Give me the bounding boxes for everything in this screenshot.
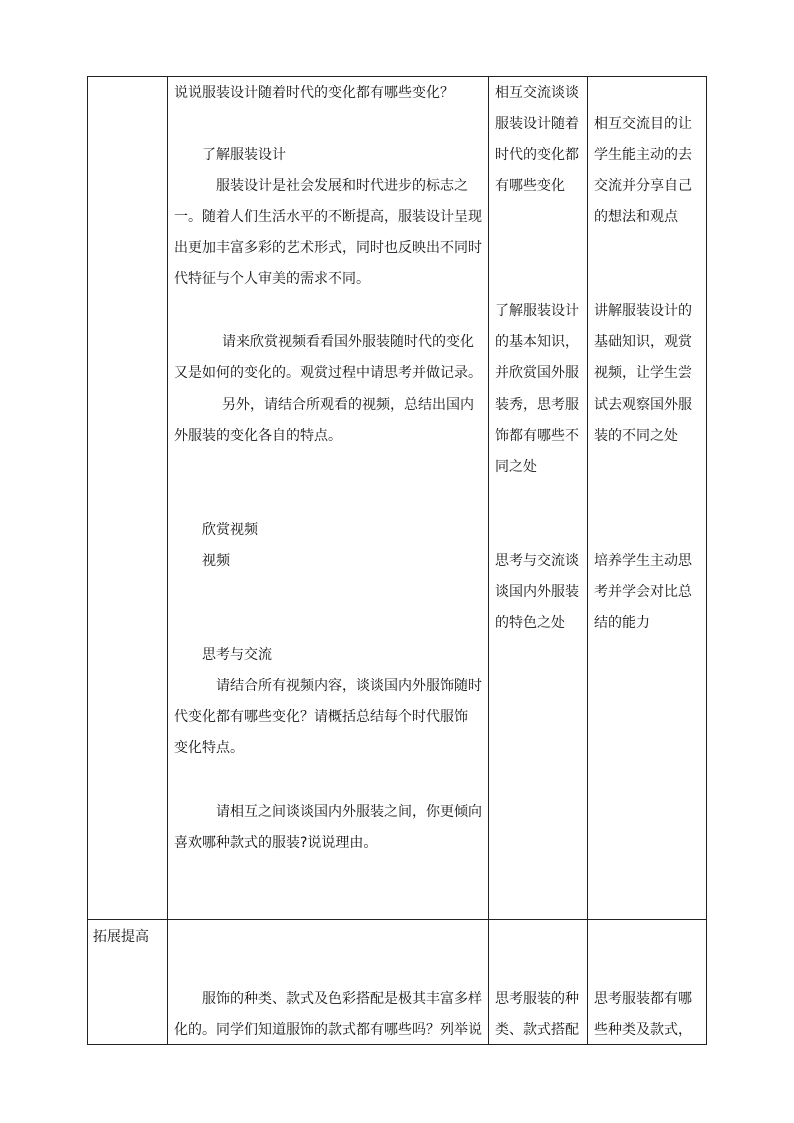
summary-paragraph-line: 另外，请结合所观看的视频，总结出国内	[222, 397, 474, 413]
design-intent-line: 视频，让学生尝	[594, 365, 692, 381]
design-intent-line: 试去观察国外服	[594, 397, 692, 413]
section-label-extension: 拓展提高	[93, 929, 149, 945]
label-watch-video: 欣赏视频	[202, 522, 258, 538]
student-activity-line: 思考与交流谈	[495, 553, 579, 569]
design-intent-line: 学生能主动的去	[594, 147, 692, 163]
prefer-paragraph-line: 喜欢哪种款式的服装?说说理由。	[174, 835, 378, 851]
extension-student-line: 类、款式搭配	[495, 1022, 579, 1038]
intro-question: 说说服装设计随着时代的变化都有哪些变化？	[174, 85, 454, 101]
table-top-border	[87, 76, 707, 77]
design-paragraph-line: 出更加丰富多彩的艺术形式，同时也反映出不同时	[174, 240, 482, 256]
student-activity-line: 时代的变化都	[495, 147, 579, 163]
design-intent-line: 基础知识，观赏	[594, 334, 692, 350]
label-video: 视频	[202, 553, 230, 569]
extension-paragraph-line: 服饰的种类、款式及色彩搭配是极其丰富多样	[202, 991, 482, 1007]
design-paragraph-line: 一。随着人们生活水平的不断提高，服装设计呈现	[174, 209, 482, 225]
student-activity-line: 服装设计随着	[495, 116, 579, 132]
student-activity-line: 饰都有哪些不	[495, 428, 579, 444]
extension-intent-line: 些种类及款式，	[594, 1022, 692, 1038]
table-left-border	[87, 76, 88, 1045]
think-paragraph-line: 请结合所有视频内容，谈谈国内外服饰随时	[216, 678, 482, 694]
heading-learn-design: 了解服装设计	[202, 147, 286, 163]
think-paragraph-line: 代变化都有哪些变化？请概括总结每个时代服饰	[174, 709, 468, 725]
student-activity-line: 同之处	[495, 459, 537, 475]
heading-think-exchange: 思考与交流	[202, 647, 272, 663]
design-intent-line: 相互交流目的让	[594, 116, 692, 132]
design-intent-line: 讲解服装设计的	[594, 303, 692, 319]
row-divider	[87, 919, 707, 920]
summary-paragraph-line: 外服装的变化各自的特点。	[174, 428, 342, 444]
prefer-paragraph-line: 请相互之间谈谈国内外服装之间，你更倾向	[216, 804, 482, 820]
think-paragraph-line: 变化特点。	[174, 740, 244, 756]
table-right-border	[706, 76, 707, 1045]
student-activity-line: 有哪些变化	[495, 178, 565, 194]
extension-student-line: 思考服装的种	[495, 991, 579, 1007]
extension-intent-line: 思考服装都有哪	[594, 991, 692, 1007]
design-intent-line: 考并学会对比总	[594, 584, 692, 600]
column-divider-3	[587, 76, 588, 1045]
student-activity-line: 的基本知识，	[495, 334, 579, 350]
student-activity-line: 的特色之处	[495, 615, 565, 631]
video-paragraph-line: 又是如何的变化的。观赏过程中请思考并做记录。	[174, 365, 482, 381]
student-activity-line: 相互交流谈谈	[495, 85, 579, 101]
student-activity-line: 谈国内外服装	[495, 584, 579, 600]
extension-paragraph-line: 化的。同学们知道服饰的款式都有哪些吗？列举说	[174, 1022, 482, 1038]
video-paragraph-line: 请来欣赏视频看看国外服装随时代的变化	[222, 334, 474, 350]
design-paragraph-line: 服装设计是社会发展和时代进步的标志之	[216, 178, 468, 194]
design-intent-line: 的想法和观点	[594, 209, 678, 225]
design-intent-line: 培养学生主动思	[594, 553, 692, 569]
design-paragraph-line: 代特征与个人审美的需求不同。	[174, 271, 370, 287]
student-activity-line: 装秀，思考服	[495, 397, 579, 413]
column-divider-2	[488, 76, 489, 1045]
design-intent-line: 装的不同之处	[594, 428, 678, 444]
student-activity-line: 并欣赏国外服	[495, 365, 579, 381]
design-intent-line: 结的能力	[594, 615, 650, 631]
design-intent-line: 交流并分享自己	[594, 178, 692, 194]
student-activity-line: 了解服装设计	[495, 303, 579, 319]
column-divider-1	[167, 76, 168, 1045]
